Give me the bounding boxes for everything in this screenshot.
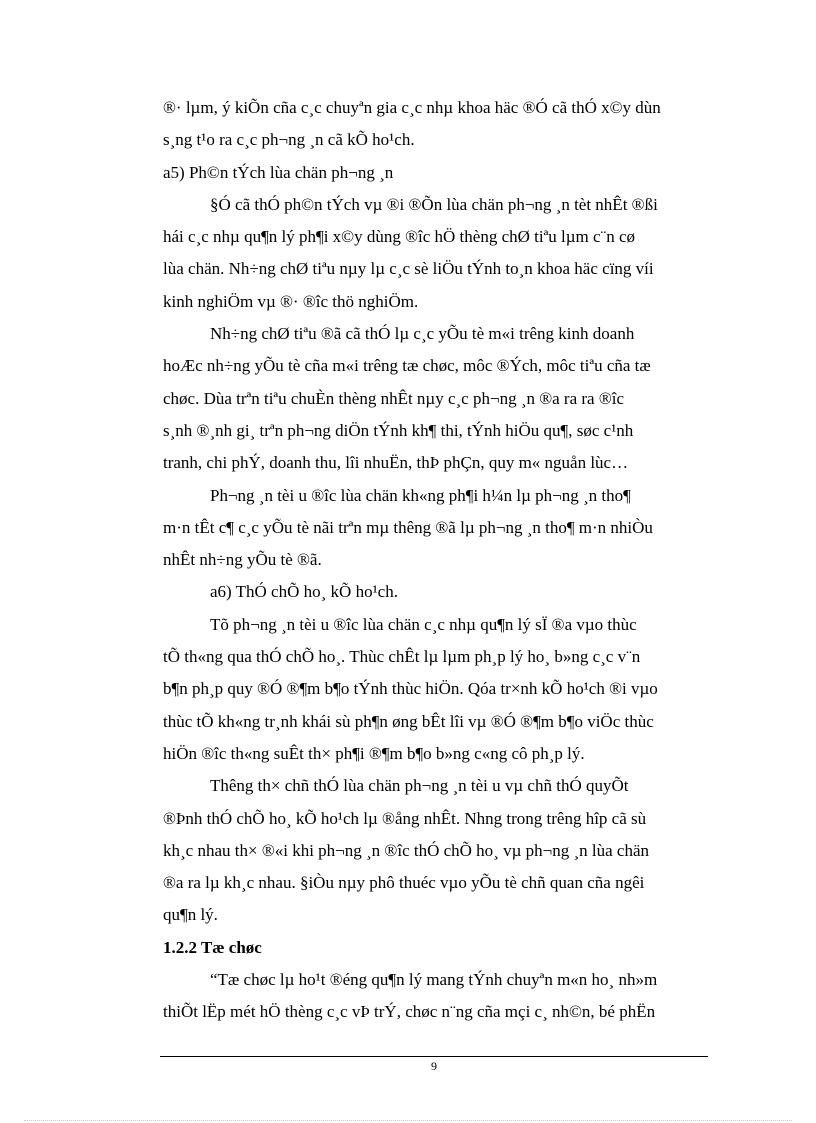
text-line: ®Þnh thÓ chÕ ho¸ kÕ ho¹ch lµ ®ång nhÊt. Nhng trong trêng hîp cã sù bbox=[163, 808, 647, 828]
paragraph-6 bbox=[163, 770, 735, 802]
text-line: s¸ng t¹o ra c¸c ph¬ng ¸n cã kÕ ho¹ch. bbox=[163, 130, 415, 150]
text-line: hoÆc nh÷ng yÕu tè cña m«i trêng tæ chøc, môc ®Ých, môc tiªu cña tæ bbox=[163, 356, 651, 376]
subheading-a6 bbox=[163, 576, 735, 608]
text-line: hái c¸c nhµ qu¶n lý ph¶i x©y dùng ®îc hÖ thèng chØ tiªu lµm c¨n cø bbox=[163, 227, 636, 247]
page-number: 9 bbox=[431, 1059, 437, 1073]
text-line: b¶n ph¸p quy ®Ó ®¶m b¶o tÝnh thùc hiÖn. Qóa tr×nh kÕ ho¹ch ®i vµo bbox=[163, 679, 658, 699]
paragraph-5-cont bbox=[163, 641, 735, 770]
text-line: “Tæ chøc lµ ho¹t ®éng qu¶n lý mang tÝnh chuyªn m«n ho¸ nh»m bbox=[210, 970, 658, 990]
paragraph-1 bbox=[163, 92, 735, 157]
paragraph-5 bbox=[163, 609, 735, 641]
text-line: a6) ThÓ chÕ ho¸ kÕ ho¹ch. bbox=[210, 582, 398, 602]
text-line: ®· lµm, ý kiÕn cña c¸c chuyªn gia c¸c nhµ khoa häc ®Ó cã thÓ x©y dùn bbox=[163, 98, 661, 117]
text-line: nhÊt nh÷ng yÕu tè ®ã. bbox=[163, 550, 322, 570]
page-body bbox=[163, 92, 735, 1029]
paragraph-2-cont bbox=[163, 221, 735, 318]
text-line: thùc tÕ kh«ng tr¸nh khái sù ph¶n øng bÊt lîi vµ ®Ó ®¶m b¶o viÖc thùc bbox=[163, 711, 654, 731]
text-line: Tõ ph¬ng ¸n tèi u ®îc lùa chän c¸c nhµ qu¶n lý sÏ ®a vµo thùc bbox=[210, 614, 637, 634]
text-line: hiÖn ®îc th«ng suÊt th× ph¶i ®¶m b¶o b»ng c«ng cô ph¸p lý. bbox=[163, 743, 585, 763]
text-line: kh¸c nhau th× ®«i khi ph¬ng ¸n ®îc thÓ chÕ ho¸ vµ ph¬ng ¸n lùa chän bbox=[163, 840, 649, 860]
text-line: kinh nghiÖm vµ ®· ®îc thö nghiÖm. bbox=[163, 291, 419, 311]
text-line: thiÕt lËp mét hÖ thèng c¸c vÞ trÝ, chøc n¨ng cña mçi c¸ nh©n, bé phËn bbox=[163, 1002, 656, 1022]
page-bottom-border bbox=[24, 1120, 792, 1121]
paragraph-7 bbox=[163, 964, 735, 996]
text-line: s¸nh ®¸nh gi¸ trªn ph¬ng diÖn tÝnh kh¶ thi, tÝnh hiÖu qu¶, søc c¹nh bbox=[163, 420, 634, 440]
paragraph-4-cont bbox=[163, 512, 735, 577]
footer-divider bbox=[160, 1056, 708, 1057]
paragraph-6-cont bbox=[163, 803, 735, 932]
paragraph-2 bbox=[163, 189, 735, 221]
paragraph-4 bbox=[163, 480, 735, 512]
text-line: 1.2.2 Tæ chøc bbox=[163, 937, 262, 957]
text-line: lùa chän. Nh÷ng chØ tiªu nµy lµ c¸c sè liÖu tÝnh to¸n khoa häc cïng víi bbox=[163, 259, 654, 279]
subheading-a5 bbox=[163, 157, 735, 189]
paragraph-3-cont bbox=[163, 350, 735, 479]
paragraph-7-cont bbox=[163, 996, 735, 1028]
text-line: Thêng th× chñ thÓ lùa chän ph¬ng ¸n tèi u vµ chñ thÓ quyÕt bbox=[210, 776, 629, 796]
text-line: a5) Ph©n tÝch lùa chän ph¬ng ¸n bbox=[163, 162, 394, 182]
text-line: Ph¬ng ¸n tèi u ®îc lùa chän kh«ng ph¶i h¼n lµ ph¬ng ¸n tho¶ bbox=[210, 485, 631, 505]
text-line: chøc. Dùa trªn tiªu chuÈn thèng nhÊt nµy c¸c ph¬ng ¸n ®a ra ra ®îc bbox=[163, 388, 625, 408]
text-line: ®a ra lµ kh¸c nhau. §iÒu nµy phô thuéc vµo yÕu tè chñ quan cña ngêi bbox=[163, 873, 645, 893]
section-heading bbox=[163, 932, 735, 964]
paragraph-3 bbox=[163, 318, 735, 350]
text-line: tÕ th«ng qua thÓ chÕ ho¸. Thùc chÊt lµ lµm ph¸p lý ho¸ b»ng c¸c v¨n bbox=[163, 647, 641, 667]
text-line: tranh, chi phÝ, doanh thu, lîi nhuËn, thÞ phÇn, quy m« nguån lùc… bbox=[163, 453, 629, 473]
text-line: qu¶n lý. bbox=[163, 905, 218, 925]
text-line: Nh÷ng chØ tiªu ®ã cã thÓ lµ c¸c yÕu tè m«i trêng kinh doanh bbox=[210, 324, 635, 344]
text-line: m·n tÊt c¶ c¸c yÕu tè nãi trªn mµ thêng ®ã lµ ph¬ng ¸n tho¶ m·n nhiÒu bbox=[163, 517, 653, 537]
text-line: §Ó cã thÓ ph©n tÝch vµ ®i ®Õn lùa chän ph¬ng ¸n tèt nhÊt ®ßi bbox=[210, 194, 658, 214]
